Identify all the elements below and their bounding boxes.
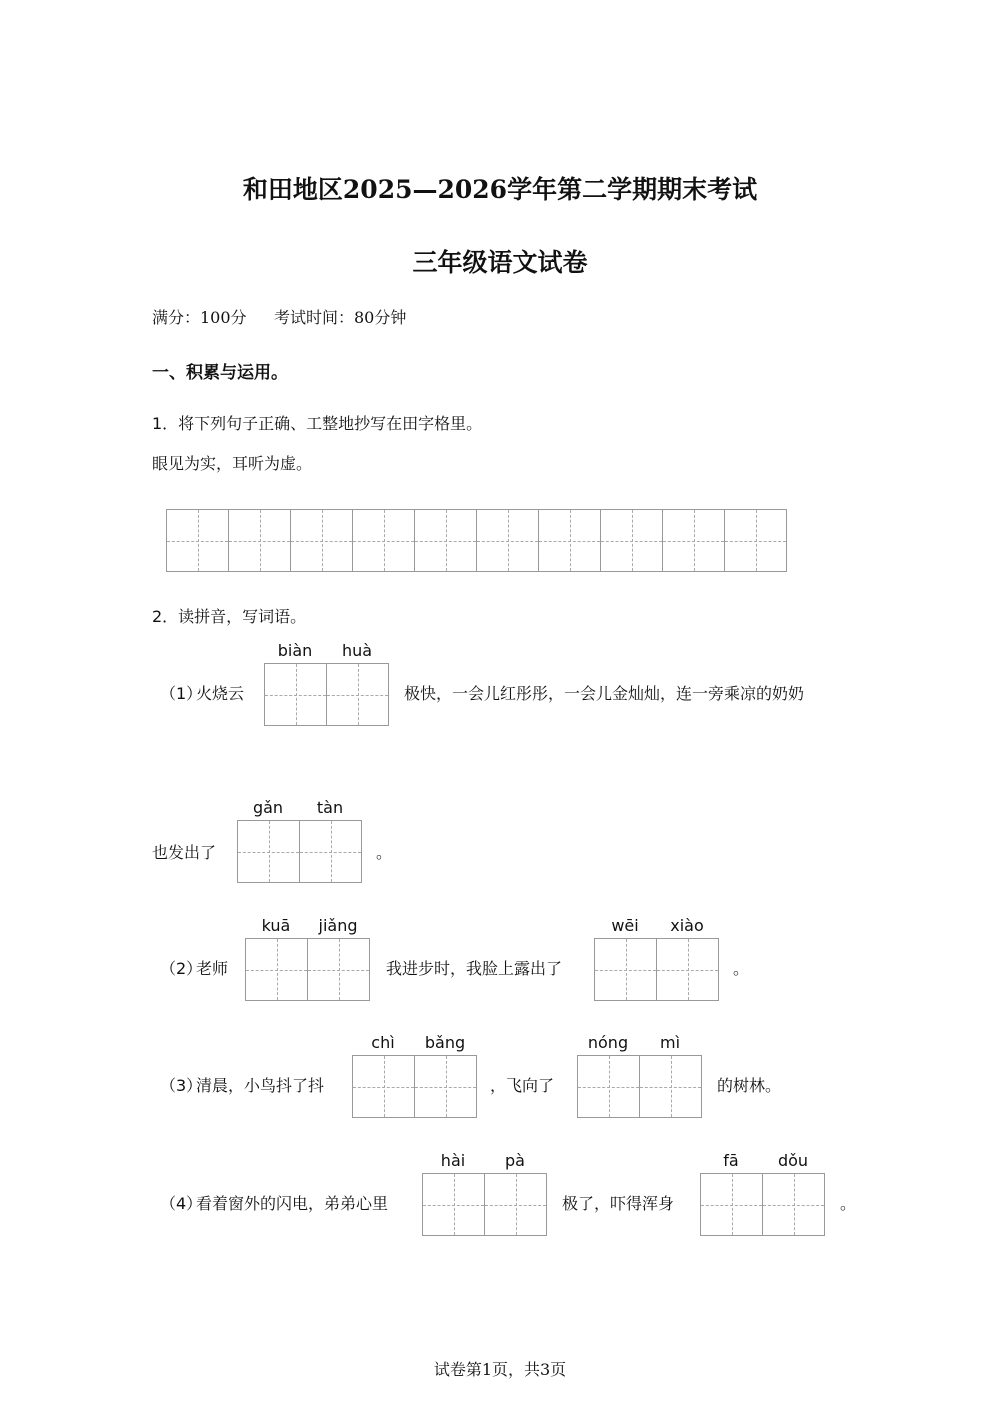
grid-cell[interactable] (423, 1174, 485, 1235)
sentence-text: 老师 (196, 959, 229, 978)
item-number: （2） (160, 959, 203, 978)
answer-grid[interactable] (352, 1055, 477, 1118)
grid-cell[interactable] (663, 510, 725, 571)
question-1-prompt: 1．将下列句子正确、工整地抄写在田字格里。 (152, 414, 483, 433)
pinyin-label: fā (723, 1151, 739, 1170)
exam-subtitle: 三年级语文试卷 (412, 248, 588, 277)
sentence-text: 极了，吓得浑身 (562, 1194, 675, 1213)
grid-cell[interactable] (353, 510, 415, 571)
question-2-prompt: 2．读拼音，写词语。 (152, 607, 307, 626)
grid-cell[interactable] (327, 664, 388, 725)
answer-grid[interactable] (264, 663, 389, 726)
grid-cell[interactable] (595, 939, 657, 1000)
grid-cell[interactable] (539, 510, 601, 571)
sentence-text: 火烧云 (196, 684, 245, 703)
grid-cell[interactable] (229, 510, 291, 571)
pinyin-label: huà (341, 641, 373, 660)
pinyin-label: nóng (587, 1033, 629, 1052)
pinyin-label: kuā (261, 916, 291, 935)
grid-cell[interactable] (601, 510, 663, 571)
answer-grid[interactable] (245, 938, 370, 1001)
grid-cell[interactable] (353, 1056, 415, 1117)
grid-cell[interactable] (167, 510, 229, 571)
item-number: （3） (160, 1076, 203, 1095)
grid-cell[interactable] (578, 1056, 640, 1117)
sentence-text: 看着窗外的闪电，弟弟心里 (196, 1194, 389, 1213)
grid-cell[interactable] (300, 821, 361, 882)
pinyin-label: xiào (670, 916, 704, 935)
pinyin-label: jiǎng (318, 916, 358, 935)
copy-grid[interactable] (166, 509, 787, 572)
pinyin-label: wēi (611, 916, 639, 935)
grid-cell[interactable] (265, 664, 327, 725)
item-number: （4） (160, 1194, 203, 1213)
sentence-text: 。 (733, 959, 750, 978)
grid-cell[interactable] (725, 510, 786, 571)
question-1-sentence: 眼见为实，耳听为虚。 (152, 454, 313, 473)
sentence-text: 。 (376, 843, 393, 862)
grid-cell[interactable] (291, 510, 353, 571)
pinyin-label: mì (659, 1033, 681, 1052)
full-score: 满分：100分 (152, 308, 247, 327)
grid-cell[interactable] (640, 1056, 701, 1117)
grid-cell[interactable] (415, 1056, 476, 1117)
answer-grid[interactable] (700, 1173, 825, 1236)
sentence-text: 清晨，小鸟抖了抖 (196, 1076, 325, 1095)
pinyin-label: bǎng (424, 1033, 466, 1052)
sentence-text: 我进步时，我脸上露出了 (386, 959, 563, 978)
answer-grid[interactable] (594, 938, 719, 1001)
sentence-text: 。 (840, 1194, 857, 1213)
grid-cell[interactable] (415, 510, 477, 571)
answer-grid[interactable] (577, 1055, 702, 1118)
pinyin-label: hài (440, 1151, 466, 1170)
answer-grid[interactable] (422, 1173, 547, 1236)
sentence-text: 极快，一会儿红彤彤，一会儿金灿灿，连一旁乘凉的奶奶 (404, 684, 805, 703)
grid-cell[interactable] (246, 939, 308, 1000)
grid-cell[interactable] (308, 939, 369, 1000)
sentence-text: ，飞向了 (490, 1076, 555, 1095)
sentence-text: 也发出了 (152, 843, 217, 862)
grid-cell[interactable] (238, 821, 300, 882)
pinyin-label: tàn (316, 798, 344, 817)
exam-time: 考试时间：80分钟 (274, 308, 407, 327)
pinyin-label: biàn (277, 641, 313, 660)
answer-grid[interactable] (237, 820, 362, 883)
item-number: （1） (160, 684, 203, 703)
section-heading: 一、积累与运用。 (152, 363, 288, 383)
sentence-text: 的树林。 (717, 1076, 782, 1095)
grid-cell[interactable] (657, 939, 718, 1000)
grid-cell[interactable] (701, 1174, 763, 1235)
exam-title: 和田地区2025—2026学年第二学期期末考试 (242, 175, 758, 204)
pinyin-label: pà (505, 1151, 525, 1170)
pinyin-label: dǒu (777, 1151, 809, 1170)
pinyin-label: chì (371, 1033, 395, 1052)
page-footer: 试卷第1页，共3页 (433, 1360, 567, 1379)
grid-cell[interactable] (477, 510, 539, 571)
grid-cell[interactable] (763, 1174, 824, 1235)
grid-cell[interactable] (485, 1174, 546, 1235)
pinyin-label: gǎn (252, 798, 284, 817)
